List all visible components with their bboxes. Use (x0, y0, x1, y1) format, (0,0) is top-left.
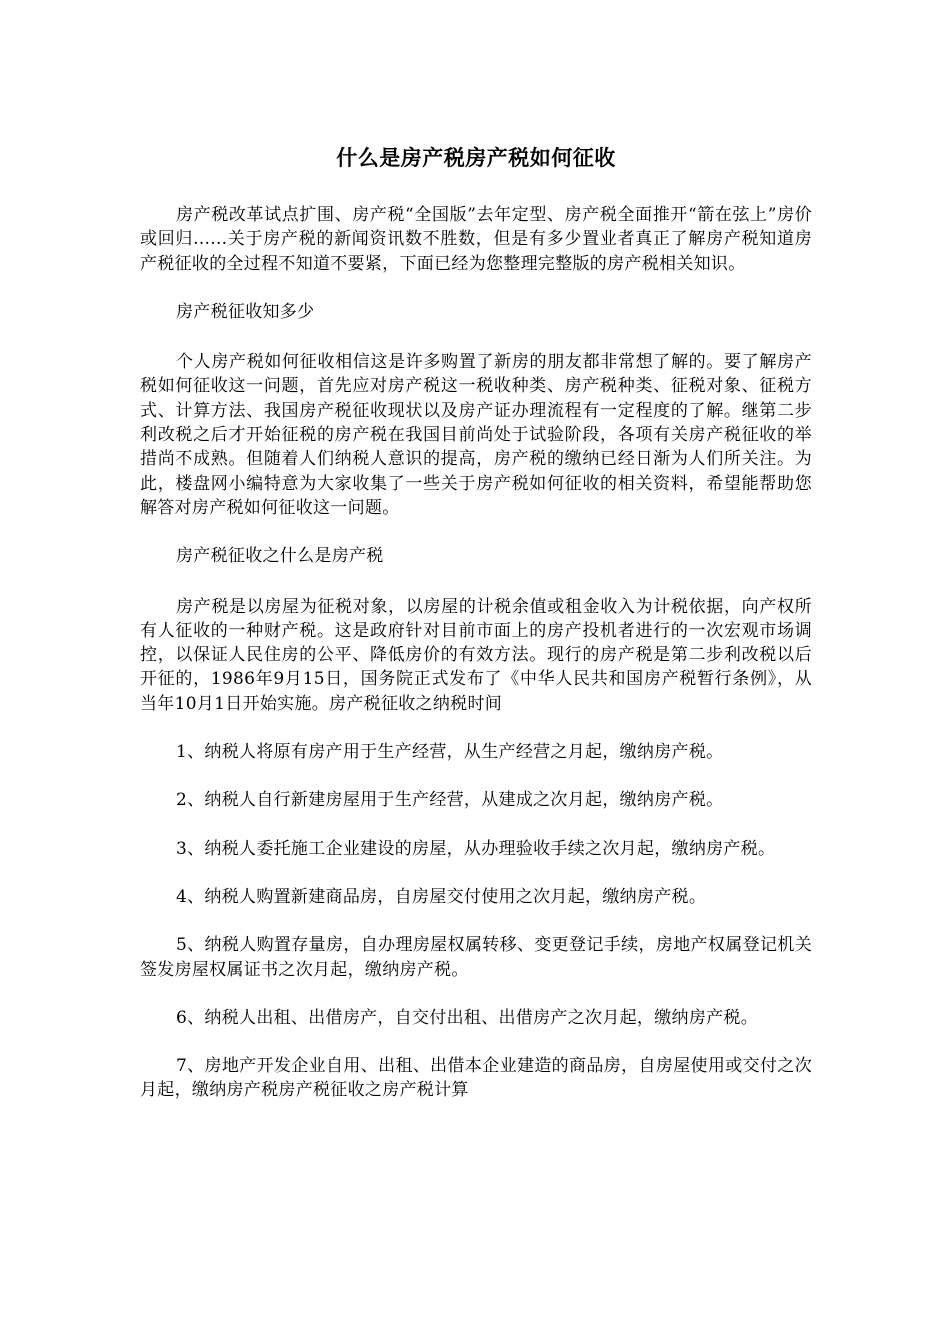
document-title: 什么是房产税房产税如何征收 (336, 145, 616, 170)
list-item-3: 3、纳税人委托施工企业建设的房屋，从办理验收手续之次月起，缴纳房产税。 (176, 838, 776, 859)
paragraph-definition: 房产税是以房屋为征税对象，以房屋的计税余值或租金收入为计税依据，向产权所有人征收的一种财产税。这是政府针对目前市面上的房产投机者进行的一次宏观市场调控，以保证人民住房的公平、降低房价的有效方法。现行的房产税是第二步利改税以后开征的，1986年9月15日，国务院正式发布了《中华人民共和国房产税暂行条例》，从当年10月1日开始实施。房产税征收之纳税时间 (140, 596, 812, 714)
list-item-6: 6、纳税人出租、出借房产，自交付出租、出借房产之次月起，缴纳房产税。 (176, 1007, 759, 1028)
list-item-1: 1、纳税人将原有房产用于生产经营，从生产经营之月起，缴纳房产税。 (176, 742, 724, 763)
section-heading-overview: 房产税征收知多少 (176, 301, 315, 322)
list-item-5: 5、纳税人购置存量房，自办理房屋权属转移、变更登记手续，房地产权属登记机关签发房屋权属证书之次月起，缴纳房产税。 (140, 935, 812, 980)
list-item-4: 4、纳税人购置新建商品房，自房屋交付使用之次月起，缴纳房产税。 (176, 886, 707, 907)
paragraph-intro: 房产税改革试点扩围、房产税“全国版”去年定型、房产税全面推开“箭在弦上”房价或回归......关于房产税的新闻资讯数不胜数，但是有多少置业者真正了解房产税知道房产税征收的全过程不知道不要紧，下面已经为您整理完整版的房产税相关知识。 (140, 205, 812, 274)
document-body (140, 203, 812, 1127)
paragraph-overview: 个人房产税如何征收相信这是许多购置了新房的朋友都非常想了解的。要了解房产税如何征收这一问题，首先应对房产税这一税收种类、房产税种类、征税对象、征税方式、计算方法、我国房产税征收现状以及房产证办理流程有一定程度的了解。继第二步利改税之后才开始征税的房产税在我国目前尚处于试验阶段，各项有关房产税征收的举措尚不成熟。但随着人们纳税人意识的提高，房产税的缴纳已经日渐为人们所关注。为此，楼盘网小编特意为大家收集了一些关于房产税如何征收的相关资料，希望能帮助您解答对房产税如何征收这一问题。 (140, 352, 812, 518)
section-heading-definition: 房产税征收之什么是房产税 (176, 546, 384, 567)
list-item-2: 2、纳税人自行新建房屋用于生产经营，从建成之次月起，缴纳房产税。 (176, 790, 724, 811)
list-item-7: 7、房地产开发企业自用、出租、出借本企业建造的商品房，自房屋使用或交付之次月起，缴纳房产税房产税征收之房产税计算 (140, 1056, 812, 1101)
